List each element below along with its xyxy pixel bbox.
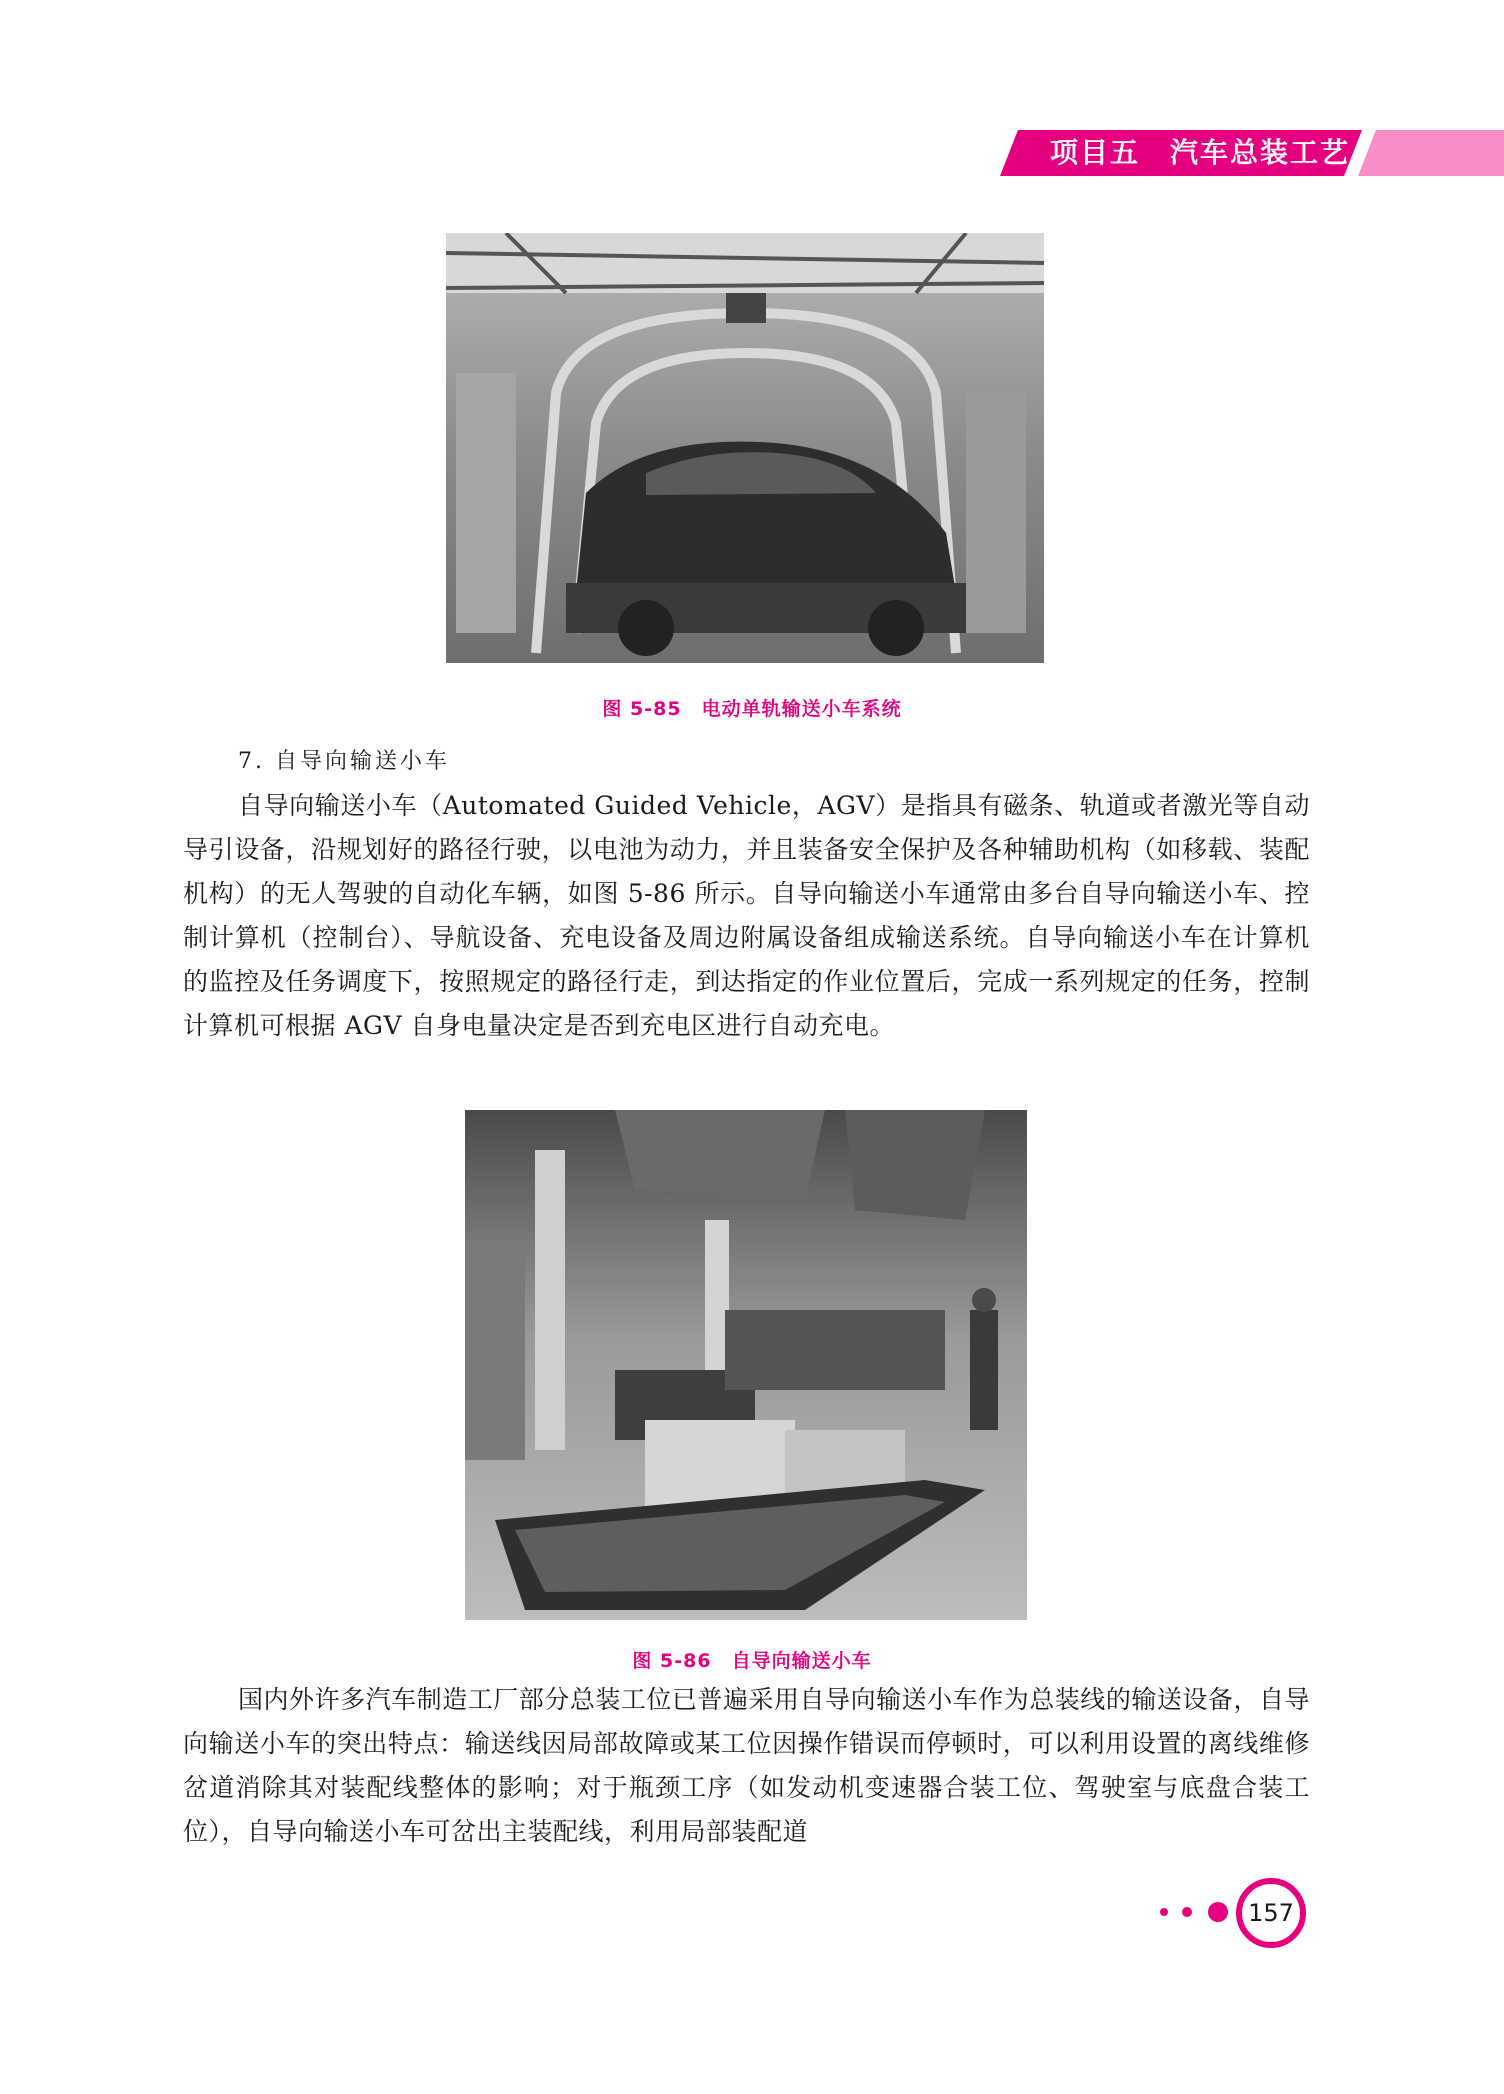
- figure-caption-5-86: 图 5-86 自导向输送小车: [632, 1650, 872, 1672]
- figure-caption-5-85: 图 5-85 电动单轨输送小车系统: [602, 698, 902, 720]
- chapter-title: 项目五 汽车总装工艺: [1050, 136, 1351, 169]
- decor-dot-small: [1182, 1907, 1192, 1917]
- monorail-carrier-photo: [446, 233, 1044, 663]
- page-number: 157: [1236, 1878, 1306, 1948]
- decor-dot-small: [1160, 1908, 1168, 1916]
- chapter-header-banner: [1000, 130, 1504, 176]
- body-paragraph-2: 国内外许多汽车制造工厂部分总装工位已普遍采用自导向输送小车作为总装线的输送设备，自导向输送小车的突出特点：输送线因局部故障或某工位因操作错误而停顿时，可以利用设置的离线维修岔道消除其对装配线整体的影响；对于瓶颈工序（如发动机变速器合装工位、驾驶室与底盘合装工位），自导向输送小车可岔出主装配线，利用局部装配道: [183, 1685, 1310, 1846]
- agv-photo: [465, 1110, 1027, 1620]
- section-heading: 7. 自导向输送小车: [238, 749, 450, 774]
- page-number-group: [1160, 1878, 1320, 1948]
- body-paragraph-1: 自导向输送小车（Automated Guided Vehicle，AGV）是指具有磁条、轨道或者激光等自动导引设备，沿规划好的路径行驶，以电池为动力，并且装备安全保护及各种辅助机构（如移载、装配机构）的无人驾驶的自动化车辆，如图 5-86 所示。自导向输送小车通常由多台自导向输送小车、控制计算机（控制台）、导航设备、充电设备及周边附属设备组成输送系统。自导向输送小车在计算机的监控及任务调度下，按照规定的路径行走，到达指定的作业位置后，完成一系列规定的任务，控制计算机可根据 AGV 自身电量决定是否到充电区进行自动充电。: [183, 791, 1310, 1040]
- decor-dot-medium: [1208, 1902, 1228, 1922]
